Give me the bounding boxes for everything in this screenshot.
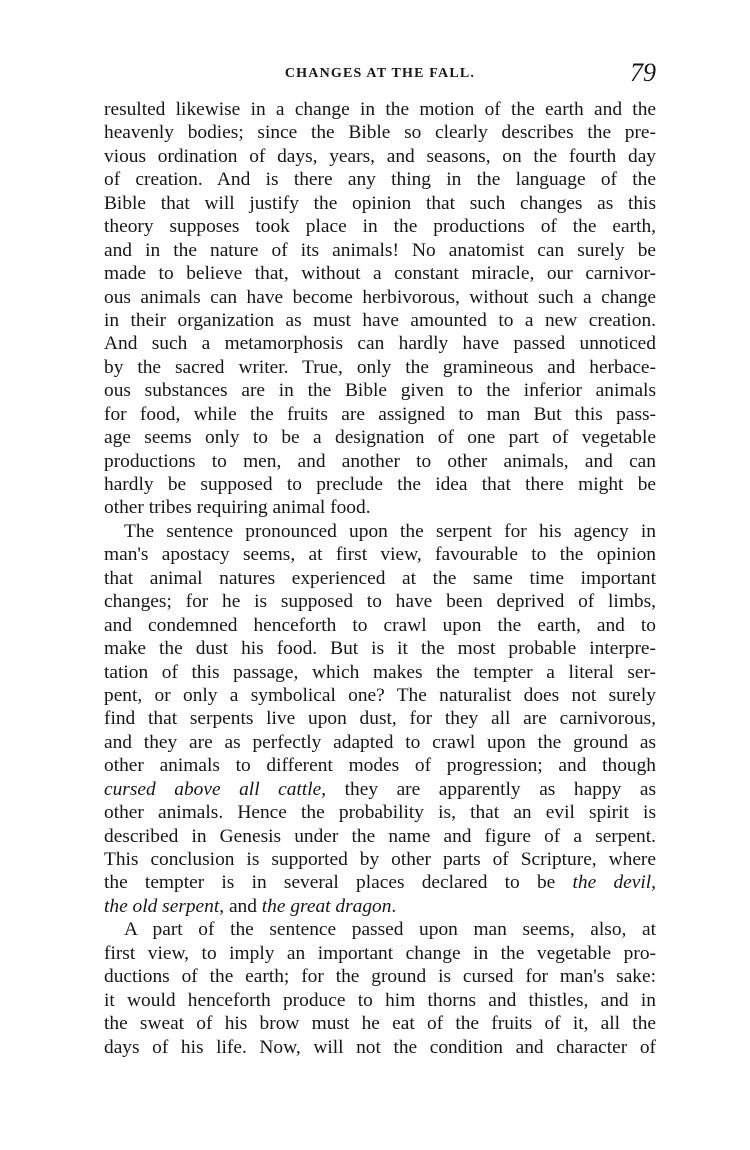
text-line: it would henceforth produce to him thorns and thistles, and in xyxy=(104,989,656,1011)
text-line-with-italics xyxy=(104,778,656,801)
text-line: that animal natures experienced at the same time important xyxy=(104,567,656,589)
paragraph-start-line: The sentence pronounced upon the serpent for his agency in xyxy=(124,520,656,542)
text-line: vious ordination of days, years, and seasons, on the fourth day xyxy=(104,145,656,167)
text-line: the sweat of his brow must he eat of the fruits of it, all the xyxy=(104,1013,656,1035)
line-segment: . xyxy=(391,895,397,917)
text-line: of creation. And is there any thing in the language of the xyxy=(104,169,656,191)
running-title: CHANGES AT THE FALL. xyxy=(284,66,476,81)
text-line: and condemned henceforth to crawl upon the earth, and to xyxy=(104,614,656,636)
text-line: ductions of the earth; for the ground is cursed for man's sake: xyxy=(104,966,656,988)
text-line: ous animals can have become herbivorous, without such a change xyxy=(104,286,656,308)
text-line: Bible that will justify the opinion that such changes as this xyxy=(104,192,656,214)
italic-quote: the great dragon xyxy=(261,895,392,917)
text-line: resulted likewise in a change in the motion of the earth and the xyxy=(104,99,656,120)
text-line: heavenly bodies; since the Bible so clearly describes the pre- xyxy=(104,122,656,144)
text-line: other animals to different modes of progression; and though xyxy=(104,755,656,777)
text-line: and in the nature of its animals! No anatomist can surely be xyxy=(104,239,656,261)
italic-quote: cursed above all cattle xyxy=(104,778,322,800)
text-line: man's apostacy seems, at first view, favourable to the opinion xyxy=(104,544,656,566)
body-text xyxy=(104,98,656,1059)
line-segment: the tempter is in several places declared to be xyxy=(104,872,573,894)
paragraph-end-line xyxy=(104,895,656,918)
text-line: and they are as perfectly adapted to crawl upon the ground as xyxy=(104,731,656,753)
text-line: This conclusion is supported by other parts of Scripture, where xyxy=(104,849,656,870)
text-line: theory supposes took place in the productions of the earth, xyxy=(104,216,656,238)
text-line: hardly be supposed to preclude the idea that there might be xyxy=(104,474,656,495)
text-line: make the dust his food. But is it the most probable interpre- xyxy=(104,638,656,660)
text-line: age seems only to be a designation of one part of vegetable xyxy=(104,427,656,449)
text-line: And such a metamorphosis can hardly have passed unnoticed xyxy=(104,333,656,355)
running-head xyxy=(104,58,656,92)
text-line: changes; for he is supposed to have been deprived of limbs, xyxy=(104,591,656,613)
text-line: by the sacred writer. True, only the gramineous and herbace- xyxy=(104,356,656,378)
text-line: pent, or only a symbolical one? The naturalist does not surely xyxy=(104,684,656,706)
italic-quote: the devil, xyxy=(572,872,656,894)
text-line: first view, to imply an important change in the vegetable pro- xyxy=(104,942,656,964)
page-number: 79 xyxy=(630,58,656,87)
text-line: productions to men, and another to other animals, and can xyxy=(104,450,656,472)
text-line: find that serpents live upon dust, for they all are carnivorous, xyxy=(104,708,656,730)
text-line: in their organization as must have amounted to a new creation. xyxy=(104,309,656,331)
text-line: tation of this passage, which makes the tempter a literal ser- xyxy=(104,661,656,683)
text-line: other animals. Hence the probability is, that an evil spirit is xyxy=(104,802,656,824)
text-line-with-italics xyxy=(104,871,656,894)
text-line: made to believe that, without a constant miracle, our carnivor- xyxy=(104,263,656,285)
paragraph-start-line: A part of the sentence passed upon man seems, also, at xyxy=(124,919,656,941)
text-line: described in Genesis under the name and figure of a serpent. xyxy=(104,825,656,847)
line-segment: , and xyxy=(219,895,262,917)
paragraph-end-line: other tribes requiring animal food. xyxy=(104,497,371,519)
italic-quote: the old serpent xyxy=(104,895,220,917)
text-line: days of his life. Now, will not the condition and character of xyxy=(104,1036,656,1058)
text-line: for food, while the fruits are assigned to man But this pass- xyxy=(104,403,656,425)
line-segment: , they are apparently as happy as xyxy=(321,778,656,800)
text-line: ous substances are in the Bible given to the inferior animals xyxy=(104,380,656,402)
